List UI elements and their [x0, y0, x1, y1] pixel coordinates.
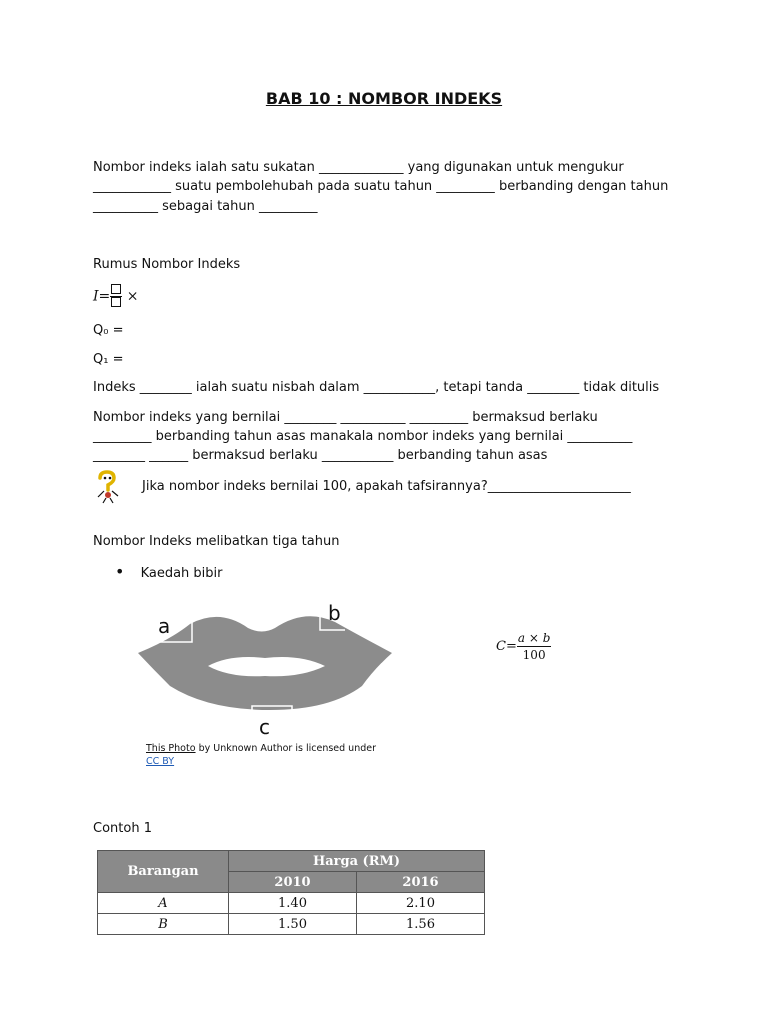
q1-label: Q₁ =: [93, 352, 124, 367]
lips-formula-numerator: a × b: [517, 631, 551, 645]
q0-label: Q₀ =: [93, 323, 124, 338]
photo-credit-text: by Unknown Author is licensed under: [195, 743, 377, 754]
col-header-year-2: 2016: [357, 872, 485, 893]
cell-price-2016: 1.56: [357, 914, 485, 935]
cell-price-2016: 2.10: [357, 893, 485, 914]
lips-label-a: a: [158, 614, 171, 638]
formula-fraction: [110, 284, 122, 309]
lips-formula-lhs: C: [496, 639, 506, 654]
index-formula: I= ×: [93, 284, 138, 309]
formula-heading: Rumus Nombor Indeks: [93, 257, 241, 272]
three-years-heading: Nombor Indeks melibatkan tiga tahun: [93, 534, 340, 549]
formula-times: ×: [126, 288, 139, 305]
indeks-line: Indeks ________ ialah suatu nisbah dalam ___________, tetapi tanda ________ tidak ditulis: [93, 380, 660, 395]
meaning-line-2: _________ berbanding tahun asas manakala nombor indeks yang bernilai __________: [93, 429, 633, 444]
example-heading: Contoh 1: [93, 821, 152, 836]
lips-label-b: b: [328, 601, 341, 625]
col-header-price-group: Harga (RM): [229, 851, 485, 872]
photo-credit: [146, 742, 376, 768]
cell-item: B: [98, 914, 229, 935]
bullet-icon: •: [115, 562, 125, 581]
page-title: BAB 10 : NOMBOR INDEKS: [265, 89, 503, 108]
license-link[interactable]: CC BY: [146, 756, 175, 767]
col-header-year-1: 2010: [229, 872, 357, 893]
cell-price-2010: 1.40: [229, 893, 357, 914]
photo-link[interactable]: This Photo: [146, 743, 196, 754]
price-table: [97, 850, 485, 935]
cell-item: A: [98, 893, 229, 914]
col-header-item: Barangan: [98, 851, 229, 893]
table-header-row: [98, 851, 485, 872]
lips-formula-fraction: [517, 630, 552, 663]
bullet-list: [115, 562, 223, 583]
intro-line-3: __________ sebagai tahun _________: [93, 199, 318, 214]
question-text: Jika nombor indeks bernilai 100, apakah tafsirannya?______________________: [142, 479, 631, 494]
placeholder-box-icon: [111, 284, 121, 294]
meaning-line-1: Nombor indeks yang bernilai ________ __________ _________ bermaksud berlaku: [93, 410, 598, 425]
lips-formula: C= $\frac{a \times b}{100}$: [496, 631, 551, 662]
intro-line-2: ____________ suatu pembolehubah pada suatu tahun _________ berbanding dengan tahun: [93, 179, 669, 194]
cell-price-2010: 1.50: [229, 914, 357, 935]
meaning-line-3: ________ ______ bermaksud berlaku ___________ berbanding tahun asas: [93, 448, 548, 463]
intro-line-1: Nombor indeks ialah satu sukatan _____________ yang digunakan untuk mengukur: [93, 160, 624, 175]
placeholder-box-icon: [111, 297, 121, 307]
lips-label-c: c: [259, 715, 270, 739]
table-row: [98, 893, 485, 914]
lips-formula-denominator: 100: [522, 648, 546, 662]
table-row: [98, 914, 485, 935]
bullet-item-kaedah-bibir: Kaedah bibir: [140, 566, 223, 581]
formula-lhs: I: [93, 288, 99, 305]
question-mark-figure-icon: [90, 470, 124, 504]
